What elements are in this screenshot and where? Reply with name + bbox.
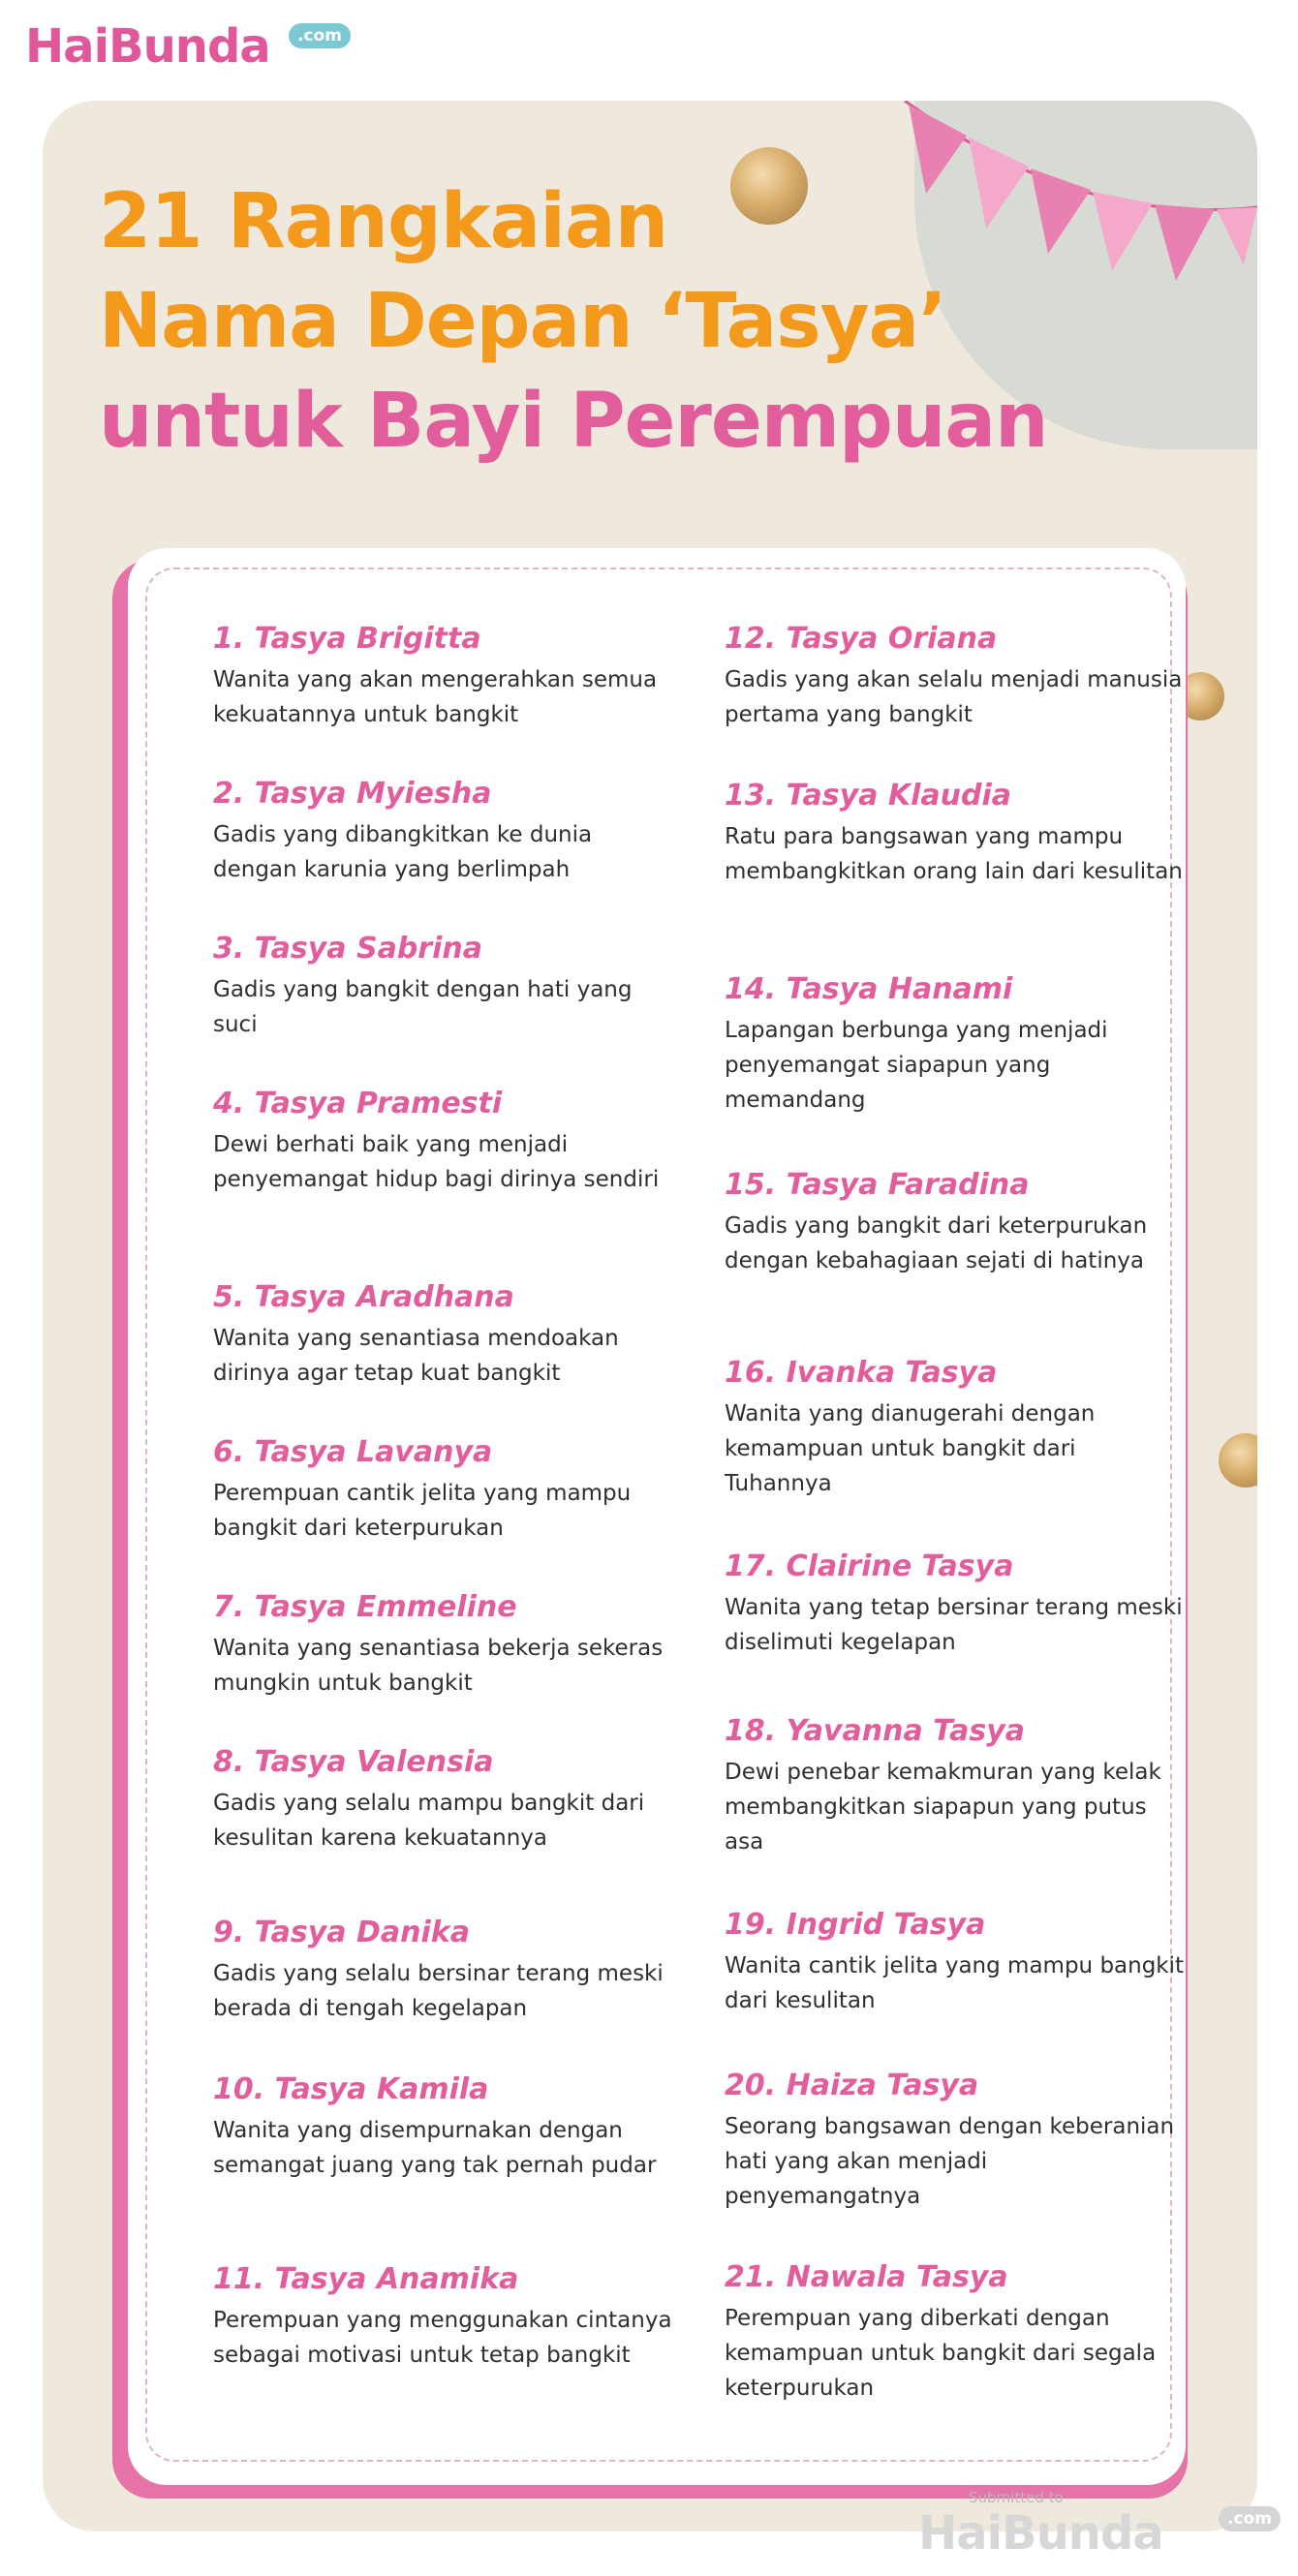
name-title: 4. Tasya Pramesti (213, 1087, 503, 1120)
name-meaning: Lapangan berbunga yang menjadi penyemangat siapapun yang memandang (725, 1018, 1108, 1113)
name-meaning: Wanita yang akan mengerahkan semua kekuatannya untuk bangkit (213, 667, 658, 727)
name-title: 1. Tasya Brigitta (213, 622, 481, 656)
glitter-dot (1219, 1433, 1257, 1487)
name-meaning: Wanita yang senantiasa mendoakan dirinya agar tetap kuat bangkit (213, 1326, 619, 1386)
name-title: 16. Ivanka Tasya (725, 1356, 998, 1390)
name-title: 2. Tasya Myiesha (213, 777, 492, 811)
name-meaning: Wanita yang dianugerahi dengan kemampuan untuk bangkit dari Tuhannya (725, 1401, 1096, 1496)
name-item (213, 1743, 678, 1855)
name-title: 11. Tasya Anamika (213, 2262, 519, 2296)
name-item (213, 1433, 678, 1546)
submitted-to-label: Submitted to (969, 2489, 1064, 2506)
title-line-2: Nama Depan ‘Tasya’ (99, 278, 946, 365)
name-meaning: Perempuan cantik jelita yang mampu bangkit dari keterpurukan (213, 1481, 632, 1541)
name-meaning: Gadis yang bangkit dari keterpurukan dengan kebahagiaan sejati di hatinya (725, 1213, 1148, 1273)
name-meaning: Gadis yang bangkit dengan hati yang suci (213, 977, 633, 1037)
title-line-1: 21 Rangkaian (99, 178, 668, 265)
name-item (213, 775, 678, 887)
name-meaning: Ratu para bangsawan yang mampu membangkitkan orang lain dari kesulitan (725, 824, 1183, 884)
name-item (213, 1914, 678, 2026)
name-item (725, 1166, 1190, 1278)
name-meaning: Gadis yang dibangkitkan ke dunia dengan karunia yang berlimpah (213, 822, 593, 882)
name-title: 19. Ingrid Tasya (725, 1908, 986, 1942)
name-meaning: Wanita yang disempurnakan dengan semangat juang yang tak pernah pudar (213, 2118, 657, 2178)
watermark-logo: HaiBunda (918, 2506, 1163, 2561)
name-title: 6. Tasya Lavanya (213, 1435, 493, 1469)
name-item (725, 1712, 1190, 1859)
name-item (213, 2260, 678, 2373)
name-meaning: Dewi berhati baik yang menjadi penyemangat hidup bagi dirinya sendiri (213, 1132, 660, 1192)
name-title: 17. Clairine Tasya (725, 1549, 1014, 1583)
name-title: 5. Tasya Aradhana (213, 1280, 514, 1314)
name-item (213, 1085, 678, 1197)
name-title: 9. Tasya Danika (213, 1916, 470, 1949)
name-meaning: Wanita cantik jelita yang mampu bangkit dari kesulitan (725, 1953, 1185, 2013)
name-title: 3. Tasya Sabrina (213, 932, 482, 966)
name-item (213, 1588, 678, 1701)
name-item (213, 930, 678, 1042)
name-item (213, 620, 678, 732)
name-title: 10. Tasya Kamila (213, 2072, 489, 2106)
name-item (213, 1278, 678, 1391)
name-title: 15. Tasya Faradina (725, 1168, 1030, 1202)
logo-text: HaiBunda (25, 19, 270, 74)
name-item (725, 1906, 1190, 2018)
name-meaning: Wanita yang senantiasa bekerja sekeras mungkin untuk bangkit (213, 1636, 664, 1696)
name-meaning: Gadis yang selalu mampu bangkit dari kesulitan karena kekuatannya (213, 1791, 645, 1851)
name-item (725, 777, 1190, 889)
name-title: 18. Yavanna Tasya (725, 1714, 1026, 1748)
name-title: 7. Tasya Emmeline (213, 1590, 517, 1624)
name-title: 14. Tasya Hanami (725, 972, 1013, 1006)
title-line-3: untuk Bayi Perempuan (99, 378, 1048, 465)
name-title: 20. Haiza Tasya (725, 2069, 979, 2102)
page-title (99, 172, 1048, 472)
name-meaning: Seorang bangsawan dengan keberanian hati yang akan menjadi penyemangatnya (725, 2114, 1175, 2209)
name-item (725, 2258, 1190, 2406)
name-meaning: Gadis yang selalu bersinar terang meski berada di tengah kegelapan (213, 1961, 664, 2021)
name-item (725, 1548, 1190, 1660)
name-meaning: Perempuan yang menggunakan cintanya sebagai motivasi untuk tetap bangkit (213, 2308, 672, 2368)
haibunda-logo[interactable] (25, 19, 342, 87)
name-item (725, 970, 1190, 1118)
name-item (725, 2067, 1190, 2214)
name-meaning: Dewi penebar kemakmuran yang kelak membangkitkan siapapun yang putus asa (725, 1760, 1161, 1855)
name-title: 13. Tasya Klaudia (725, 779, 1011, 813)
name-meaning: Wanita yang tetap bersinar terang meski diselimuti kegelapan (725, 1595, 1183, 1655)
name-title: 8. Tasya Valensia (213, 1745, 494, 1779)
name-meaning: Perempuan yang diberkati dengan kemampuan untuk bangkit dari segala keterpurukan (725, 2306, 1157, 2401)
name-item (725, 620, 1190, 732)
name-meaning: Gadis yang akan selalu menjadi manusia pertama yang bangkit (725, 667, 1183, 727)
logo-com-badge: .com (289, 23, 351, 48)
name-item (213, 2070, 678, 2183)
name-item (725, 1354, 1190, 1501)
watermark-com-badge: .com (1219, 2506, 1281, 2531)
name-title: 21. Nawala Tasya (725, 2260, 1008, 2294)
name-title: 12. Tasya Oriana (725, 622, 998, 656)
